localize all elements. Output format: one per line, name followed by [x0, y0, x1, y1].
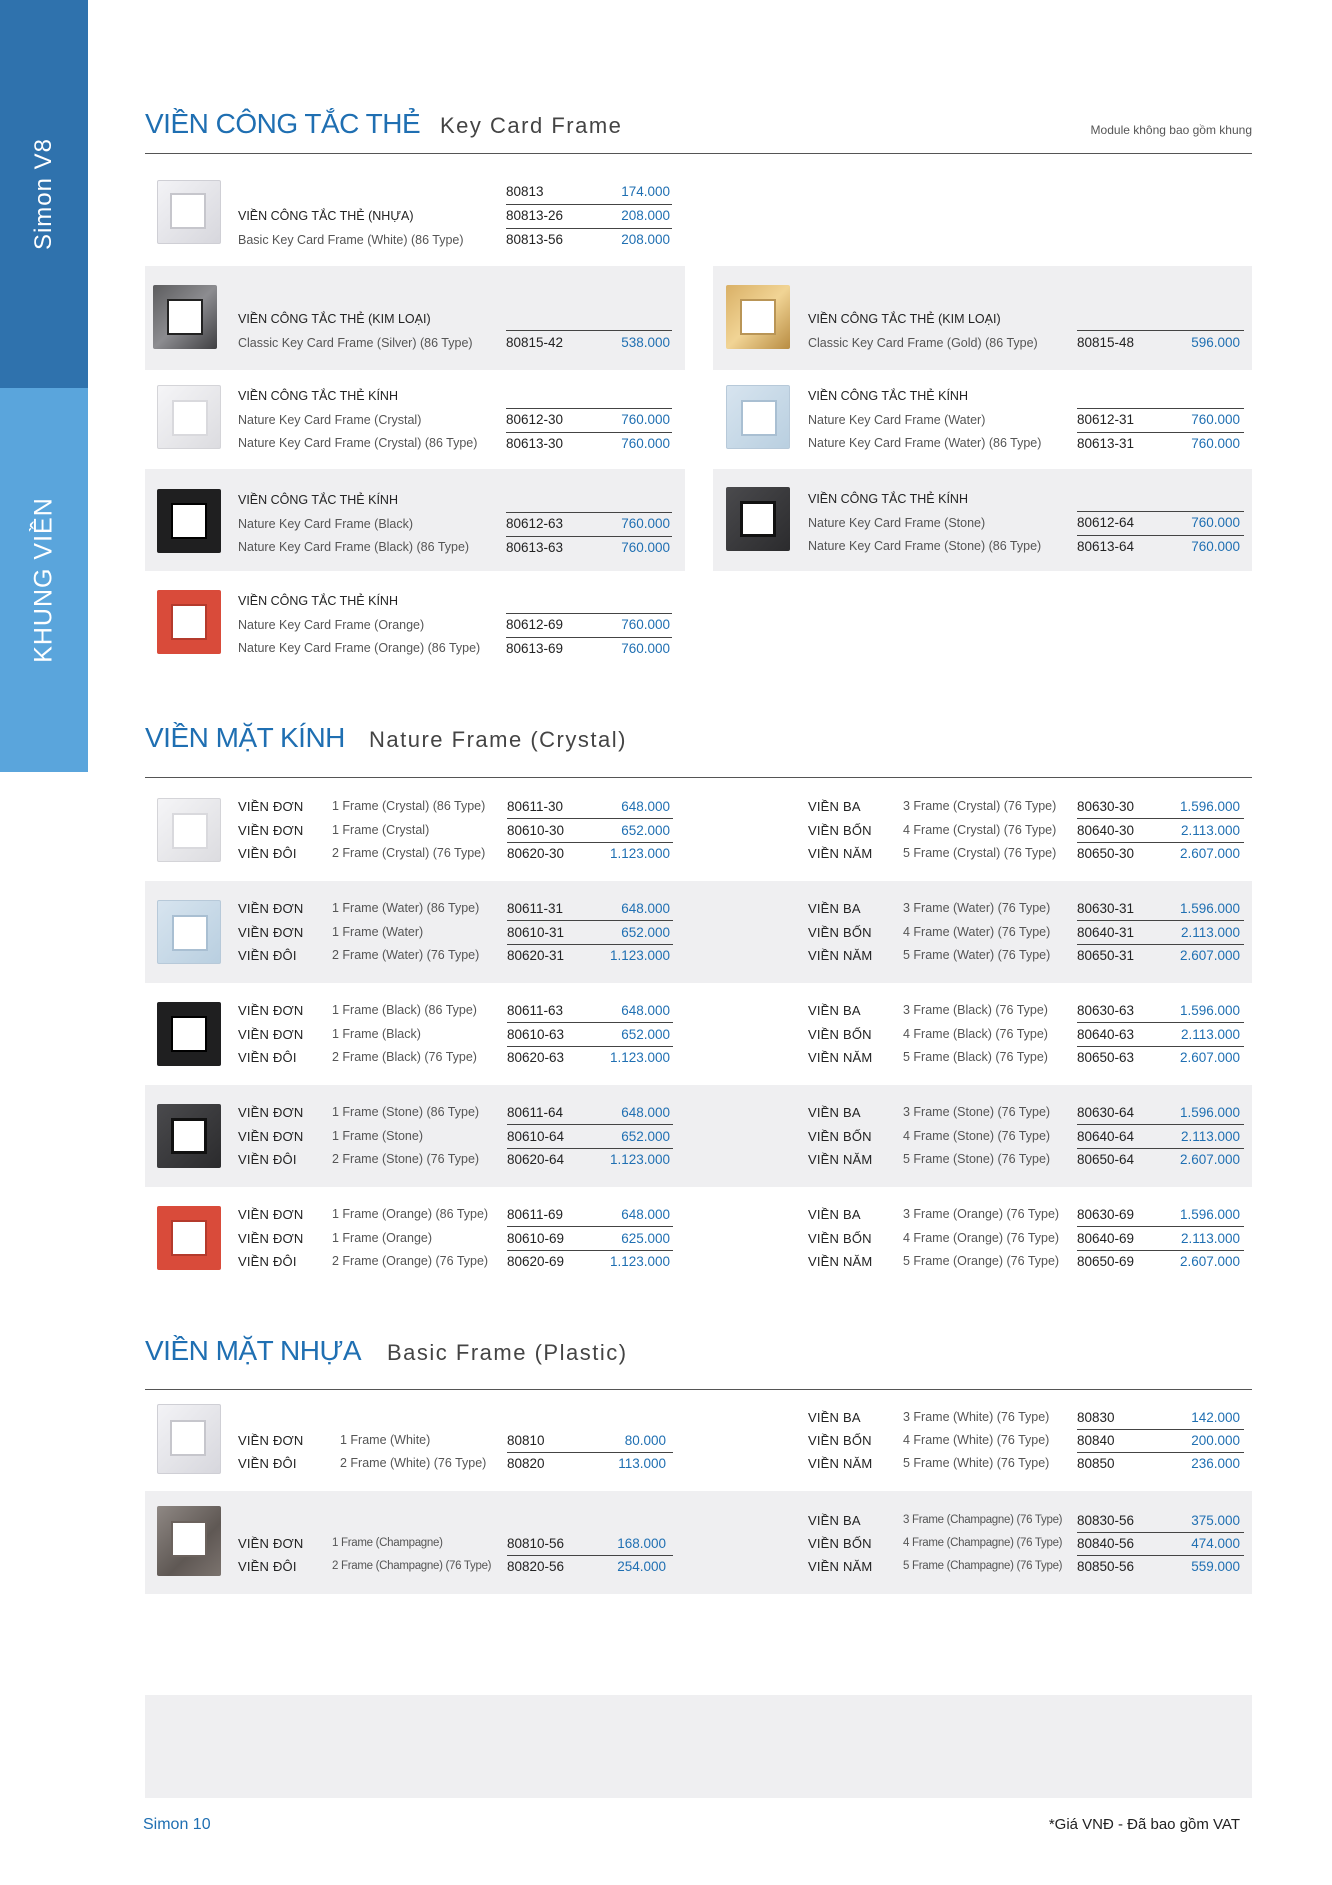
product-price: 1.596.000 — [1179, 799, 1240, 814]
row-label: VIỀN BA — [808, 1513, 861, 1528]
divider — [1077, 1555, 1244, 1556]
row-label: VIỀN ĐƠN — [238, 1003, 304, 1018]
row-label: VIỀN ĐÔI — [238, 1050, 297, 1065]
row-desc: 1 Frame (Stone) (86 Type) — [332, 1105, 480, 1119]
product-code: 80630-31 — [1077, 901, 1135, 916]
row-label: VIỀN ĐƠN — [238, 1433, 304, 1448]
product-code: 80610-30 — [507, 823, 565, 838]
product-price: 760.000 — [1191, 539, 1240, 554]
row-desc: 3 Frame (Orange) (76 Type) — [903, 1207, 1060, 1221]
product-code: 80620-69 — [507, 1254, 565, 1269]
product-code: 80830-56 — [1077, 1513, 1135, 1528]
product-price: 760.000 — [621, 540, 670, 555]
product-code: 80840-56 — [1077, 1536, 1135, 1551]
divider — [1077, 1148, 1244, 1149]
divider — [1077, 535, 1244, 536]
divider — [507, 944, 673, 945]
keycard-title: VIỀN CÔNG TẮC THẺ — [145, 108, 421, 139]
row-label: VIỀN BỐN — [808, 1433, 872, 1448]
row-label: VIỀN BA — [808, 799, 861, 814]
product-name: VIỀN CÔNG TẮC THẺ KÍNH — [808, 492, 968, 506]
product-code: 80613-63 — [506, 540, 564, 555]
product-code: 80611-31 — [507, 901, 564, 916]
product-desc: Classic Key Card Frame (Gold) (86 Type) — [808, 336, 1038, 350]
product-price: 652.000 — [621, 1027, 670, 1042]
blank-panel — [145, 1695, 1252, 1798]
divider — [507, 1148, 673, 1149]
row-label: VIỀN ĐƠN — [238, 1105, 304, 1120]
product-code: 80612-30 — [506, 412, 564, 427]
product-code: 80630-63 — [1077, 1003, 1135, 1018]
product-code: 80610-63 — [507, 1027, 565, 1042]
divider — [506, 204, 672, 205]
frame-stone-image — [726, 487, 790, 551]
product-price: 2.113.000 — [1180, 1027, 1240, 1042]
divider — [1077, 408, 1244, 409]
row-label: VIỀN BỐN — [808, 1231, 872, 1246]
row-label: VIỀN BA — [808, 1003, 861, 1018]
row-label: VIỀN BA — [808, 1410, 861, 1425]
row-desc: 5 Frame (Black) (76 Type) — [903, 1050, 1048, 1064]
divider — [507, 1022, 673, 1023]
product-price: 2.113.000 — [1180, 1129, 1240, 1144]
product-code: 80620-63 — [507, 1050, 565, 1065]
product-price: 648.000 — [621, 1105, 670, 1120]
product-code: 80820 — [507, 1456, 545, 1471]
row-desc: 4 Frame (Champagne) (76 Type) — [903, 1537, 1063, 1549]
product-code: 80650-63 — [1077, 1050, 1135, 1065]
product-price: 760.000 — [1191, 515, 1240, 530]
product-price: 2.607.000 — [1179, 1254, 1240, 1269]
divider — [506, 613, 672, 614]
sidebar-top-label: Simon V8 — [30, 137, 57, 251]
nature-subtitle: Nature Frame (Crystal) — [369, 727, 627, 752]
keycard-subtitle: Key Card Frame — [440, 113, 623, 138]
row-label: VIỀN NĂM — [808, 1559, 873, 1574]
row-desc: 1 Frame (Water) (86 Type) — [332, 901, 480, 915]
product-price: 2.113.000 — [1180, 1231, 1240, 1246]
product-price: 236.000 — [1191, 1456, 1240, 1471]
product-price: 2.607.000 — [1179, 846, 1240, 861]
product-price: 208.000 — [621, 232, 670, 247]
row-label: VIỀN NĂM — [808, 1050, 873, 1065]
product-code: 80612-64 — [1077, 515, 1135, 530]
product-price: 760.000 — [621, 436, 670, 451]
product-price: 596.000 — [1191, 335, 1240, 350]
product-price: 113.000 — [618, 1456, 666, 1471]
row-label: VIỀN ĐƠN — [238, 799, 304, 814]
divider — [1077, 1226, 1244, 1227]
row-desc: 3 Frame (White) (76 Type) — [903, 1410, 1050, 1424]
row-desc: 1 Frame (Water) — [332, 925, 424, 939]
row-desc: 5 Frame (Crystal) (76 Type) — [903, 846, 1057, 860]
product-price: 538.000 — [621, 335, 670, 350]
product-price: 652.000 — [621, 925, 670, 940]
product-price: 652.000 — [621, 823, 670, 838]
frame-black-image — [157, 489, 221, 553]
nature-rule — [145, 777, 1252, 778]
product-desc: Nature Key Card Frame (Water) — [808, 413, 986, 427]
nature-title: VIỀN MẶT KÍNH — [145, 722, 345, 753]
product-code: 80813-56 — [506, 232, 564, 247]
frame-silver-image — [153, 285, 217, 349]
product-code: 80611-69 — [507, 1207, 564, 1222]
row-label: VIỀN ĐƠN — [238, 1027, 304, 1042]
divider — [507, 818, 673, 819]
product-price: 168.000 — [617, 1536, 666, 1551]
frame-white-image — [157, 1404, 221, 1474]
frame-water-image — [726, 385, 790, 449]
product-code: 80612-63 — [506, 516, 564, 531]
row-desc: 1 Frame (Crystal) — [332, 823, 430, 837]
frame-stone-image — [157, 1104, 221, 1168]
product-code: 80813-26 — [506, 208, 564, 223]
product-price: 174.000 — [621, 184, 670, 199]
product-price: 760.000 — [1191, 436, 1240, 451]
row-desc: 2 Frame (Crystal) (76 Type) — [332, 846, 486, 860]
row-desc: 4 Frame (White) (76 Type) — [903, 1433, 1050, 1447]
divider — [1077, 1429, 1244, 1430]
row-label: VIỀN ĐÔI — [238, 1152, 297, 1167]
divider — [1077, 1250, 1244, 1251]
divider — [1077, 1532, 1244, 1533]
product-price: 1.123.000 — [609, 1254, 670, 1269]
row-desc: 3 Frame (Stone) (76 Type) — [903, 1105, 1051, 1119]
product-price: 1.596.000 — [1179, 1207, 1240, 1222]
product-price: 2.607.000 — [1179, 1050, 1240, 1065]
product-price: 474.000 — [1191, 1536, 1240, 1551]
row-desc: 2 Frame (Water) (76 Type) — [332, 948, 480, 962]
row-label: VIỀN NĂM — [808, 1152, 873, 1167]
frame-black-image — [157, 1002, 221, 1066]
row-label: VIỀN ĐƠN — [238, 1231, 304, 1246]
row-label: VIỀN NĂM — [808, 948, 873, 963]
product-price: 254.000 — [617, 1559, 666, 1574]
frame-crystal-image — [157, 385, 221, 449]
product-desc: Nature Key Card Frame (Crystal) — [238, 413, 422, 427]
product-name: VIỀN CÔNG TẮC THẺ KÍNH — [238, 389, 398, 403]
product-price: 760.000 — [621, 412, 670, 427]
product-price: 1.596.000 — [1179, 1105, 1240, 1120]
divider — [1077, 842, 1244, 843]
row-label: VIỀN ĐÔI — [238, 948, 297, 963]
product-price: 2.113.000 — [1180, 925, 1240, 940]
footer-vat-note: *Giá VNĐ - Đã bao gồm VAT — [1048, 1816, 1240, 1833]
product-code: 80650-69 — [1077, 1254, 1135, 1269]
row-desc: 3 Frame (Water) (76 Type) — [903, 901, 1051, 915]
product-code: 80850 — [1077, 1456, 1115, 1471]
row-label: VIỀN BỐN — [808, 823, 872, 838]
product-price: 652.000 — [621, 1129, 670, 1144]
divider — [1077, 432, 1244, 433]
basic-rule — [145, 1389, 1252, 1390]
row-label: VIỀN ĐƠN — [238, 1129, 304, 1144]
divider — [1077, 818, 1244, 819]
product-desc: Nature Key Card Frame (Orange) — [238, 618, 425, 632]
divider — [507, 1046, 673, 1047]
row-desc: 5 Frame (Orange) (76 Type) — [903, 1254, 1060, 1268]
divider — [507, 1226, 673, 1227]
frame-water-image — [157, 900, 221, 964]
product-code: 80810-56 — [507, 1536, 565, 1551]
product-code: 80650-30 — [1077, 846, 1135, 861]
frame-champagne-image — [157, 1506, 221, 1576]
divider — [506, 637, 672, 638]
product-price: 2.113.000 — [1180, 823, 1240, 838]
product-desc: Nature Key Card Frame (Black) — [238, 517, 414, 531]
row-desc: 1 Frame (Champagne) — [332, 1537, 443, 1549]
row-label: VIỀN ĐƠN — [238, 823, 304, 838]
product-desc: Nature Key Card Frame (Orange) (86 Type) — [238, 641, 481, 655]
sidebar-tab-khung-vien — [0, 388, 88, 772]
product-price: 1.123.000 — [609, 1152, 670, 1167]
product-name: VIỀN CÔNG TẮC THẺ (KIM LOẠI) — [808, 312, 1001, 326]
product-price: 760.000 — [621, 641, 670, 656]
row-label: VIỀN ĐÔI — [238, 1559, 297, 1574]
basic-title: VIỀN MẶT NHỰA — [145, 1335, 362, 1366]
row-label: VIỀN ĐƠN — [238, 1536, 304, 1551]
frame-orange-image — [157, 1206, 221, 1270]
row-label: VIỀN BỐN — [808, 1129, 872, 1144]
row-desc: 2 Frame (White) (76 Type) — [340, 1456, 487, 1470]
row-label: VIỀN ĐÔI — [238, 846, 297, 861]
product-code: 80612-69 — [506, 617, 564, 632]
product-code: 80640-63 — [1077, 1027, 1135, 1042]
row-label: VIỀN NĂM — [808, 1456, 873, 1471]
row-desc: 5 Frame (Stone) (76 Type) — [903, 1152, 1051, 1166]
row-desc: 1 Frame (Black) — [332, 1027, 421, 1041]
divider — [506, 330, 672, 331]
product-price: 1.123.000 — [609, 948, 670, 963]
product-desc: Basic Key Card Frame (White) (86 Type) — [238, 233, 464, 247]
product-code: 80630-64 — [1077, 1105, 1135, 1120]
product-code: 80613-69 — [506, 641, 564, 656]
product-price: 760.000 — [621, 617, 670, 632]
product-name: VIỀN CÔNG TẮC THẺ KÍNH — [238, 594, 398, 608]
row-desc: 1 Frame (Black) (86 Type) — [332, 1003, 477, 1017]
product-price: 1.123.000 — [609, 1050, 670, 1065]
row-label: VIỀN BA — [808, 1105, 861, 1120]
product-price: 1.596.000 — [1179, 1003, 1240, 1018]
product-code: 80620-64 — [507, 1152, 565, 1167]
row-desc: 4 Frame (Stone) (76 Type) — [903, 1129, 1051, 1143]
product-code: 80611-63 — [507, 1003, 564, 1018]
row-desc: 3 Frame (Champagne) (76 Type) — [903, 1514, 1063, 1526]
sidebar-tab-simon-v8 — [0, 0, 88, 388]
product-code: 80610-64 — [507, 1129, 565, 1144]
keycard-note: Module không bao gồm khung — [1090, 123, 1252, 137]
product-desc: Nature Key Card Frame (Black) (86 Type) — [238, 540, 470, 554]
row-desc: 1 Frame (White) — [340, 1433, 431, 1447]
product-code: 80613-64 — [1077, 539, 1135, 554]
product-code: 80630-69 — [1077, 1207, 1135, 1222]
divider — [507, 920, 673, 921]
product-code: 80610-69 — [507, 1231, 565, 1246]
divider — [1077, 330, 1244, 331]
product-name: VIỀN CÔNG TẮC THẺ (KIM LOẠI) — [238, 312, 431, 326]
row-desc: 1 Frame (Orange) — [332, 1231, 433, 1245]
divider — [1077, 1046, 1244, 1047]
row-label: VIỀN NĂM — [808, 1254, 873, 1269]
frame-gold-image — [726, 285, 790, 349]
row-desc: 5 Frame (Champagne) (76 Type) — [903, 1560, 1063, 1572]
row-desc: 4 Frame (Water) (76 Type) — [903, 925, 1051, 939]
product-code: 80613-31 — [1077, 436, 1135, 451]
row-desc: 3 Frame (Black) (76 Type) — [903, 1003, 1048, 1017]
product-code: 80650-31 — [1077, 948, 1135, 963]
frame-crystal-image — [157, 798, 221, 862]
product-price: 2.607.000 — [1179, 948, 1240, 963]
product-price: 648.000 — [621, 1003, 670, 1018]
divider — [1077, 1452, 1244, 1453]
product-price: 760.000 — [1191, 412, 1240, 427]
product-code: 80610-31 — [507, 925, 565, 940]
row-label: VIỀN ĐÔI — [238, 1456, 297, 1471]
divider — [507, 1555, 673, 1556]
product-code: 80611-64 — [507, 1105, 564, 1120]
product-price: 1.123.000 — [609, 846, 670, 861]
row-label: VIỀN BỐN — [808, 925, 872, 940]
divider — [507, 1452, 673, 1453]
divider — [507, 842, 673, 843]
divider — [1077, 511, 1244, 512]
product-code: 80613-30 — [506, 436, 564, 451]
row-label: VIỀN BA — [808, 901, 861, 916]
product-code: 80612-31 — [1077, 412, 1135, 427]
divider — [507, 1124, 673, 1125]
product-code: 80650-64 — [1077, 1152, 1135, 1167]
row-desc: 2 Frame (Champagne) (76 Type) — [332, 1560, 492, 1572]
product-name: VIỀN CÔNG TẮC THẺ (NHỰA) — [238, 209, 414, 223]
basic-subtitle: Basic Frame (Plastic) — [387, 1340, 628, 1365]
row-desc: 1 Frame (Orange) (86 Type) — [332, 1207, 489, 1221]
row-desc: 2 Frame (Orange) (76 Type) — [332, 1254, 489, 1268]
divider — [507, 1250, 673, 1251]
divider — [506, 512, 672, 513]
frame-orange-image — [157, 590, 221, 654]
frame-white-image — [157, 180, 221, 244]
product-price: 559.000 — [1191, 1559, 1240, 1574]
product-desc: Nature Key Card Frame (Water) (86 Type) — [808, 436, 1042, 450]
product-code: 80620-31 — [507, 948, 565, 963]
product-code: 80640-30 — [1077, 823, 1135, 838]
row-label: VIỀN BỐN — [808, 1027, 872, 1042]
row-label: VIỀN NĂM — [808, 846, 873, 861]
row-label: VIỀN ĐÔI — [238, 1254, 297, 1269]
product-code: 80810 — [507, 1433, 545, 1448]
row-desc: 1 Frame (Crystal) (86 Type) — [332, 799, 486, 813]
divider — [1077, 1022, 1244, 1023]
product-price: 200.000 — [1191, 1433, 1240, 1448]
divider — [506, 432, 672, 433]
row-desc: 5 Frame (White) (76 Type) — [903, 1456, 1050, 1470]
row-label: VIỀN ĐƠN — [238, 925, 304, 940]
row-desc: 2 Frame (Black) (76 Type) — [332, 1050, 477, 1064]
product-price: 648.000 — [621, 799, 670, 814]
row-label: VIỀN ĐƠN — [238, 1207, 304, 1222]
product-code: 80813 — [506, 184, 544, 199]
product-name: VIỀN CÔNG TẮC THẺ KÍNH — [238, 493, 398, 507]
product-code: 80640-64 — [1077, 1129, 1135, 1144]
row-desc: 4 Frame (Crystal) (76 Type) — [903, 823, 1057, 837]
product-price: 648.000 — [621, 1207, 670, 1222]
row-desc: 3 Frame (Crystal) (76 Type) — [903, 799, 1057, 813]
row-desc: 5 Frame (Water) (76 Type) — [903, 948, 1051, 962]
row-label: VIỀN ĐƠN — [238, 901, 304, 916]
product-code: 80620-30 — [507, 846, 565, 861]
product-price: 760.000 — [621, 516, 670, 531]
product-code: 80820-56 — [507, 1559, 565, 1574]
product-price: 142.000 — [1191, 1410, 1240, 1425]
product-code: 80850-56 — [1077, 1559, 1135, 1574]
product-code: 80630-30 — [1077, 799, 1135, 814]
product-price: 1.596.000 — [1179, 901, 1240, 916]
product-code: 80830 — [1077, 1410, 1115, 1425]
product-price: 208.000 — [621, 208, 670, 223]
divider — [1077, 1124, 1244, 1125]
product-desc: Nature Key Card Frame (Stone) (86 Type) — [808, 539, 1042, 553]
divider — [506, 228, 672, 229]
product-desc: Nature Key Card Frame (Stone) — [808, 516, 986, 530]
divider — [1077, 920, 1244, 921]
keycard-rule — [145, 153, 1252, 154]
product-desc: Nature Key Card Frame (Crystal) (86 Type) — [238, 436, 478, 450]
divider — [506, 536, 672, 537]
row-desc: 1 Frame (Stone) — [332, 1129, 424, 1143]
row-label: VIỀN BỐN — [808, 1536, 872, 1551]
footer-page-number: Simon 10 — [143, 1816, 211, 1833]
row-desc: 4 Frame (Orange) (76 Type) — [903, 1231, 1060, 1245]
row-desc: 2 Frame (Stone) (76 Type) — [332, 1152, 480, 1166]
product-code: 80640-31 — [1077, 925, 1135, 940]
product-price: 648.000 — [621, 901, 670, 916]
product-price: 80.000 — [624, 1433, 666, 1448]
divider — [506, 408, 672, 409]
row-desc: 4 Frame (Black) (76 Type) — [903, 1027, 1048, 1041]
row-label: VIỀN BA — [808, 1207, 861, 1222]
product-desc: Classic Key Card Frame (Silver) (86 Type) — [238, 336, 473, 350]
product-price: 2.607.000 — [1179, 1152, 1240, 1167]
product-name: VIỀN CÔNG TẮC THẺ KÍNH — [808, 389, 968, 403]
divider — [1077, 944, 1244, 945]
product-price: 375.000 — [1191, 1513, 1240, 1528]
product-price: 625.000 — [621, 1231, 670, 1246]
product-code: 80840 — [1077, 1433, 1115, 1448]
product-code: 80611-30 — [507, 799, 564, 814]
product-code: 80815-48 — [1077, 335, 1135, 350]
product-code: 80640-69 — [1077, 1231, 1135, 1246]
sidebar-bottom-label: KHUNG VIỀN — [29, 497, 58, 663]
product-code: 80815-42 — [506, 335, 564, 350]
